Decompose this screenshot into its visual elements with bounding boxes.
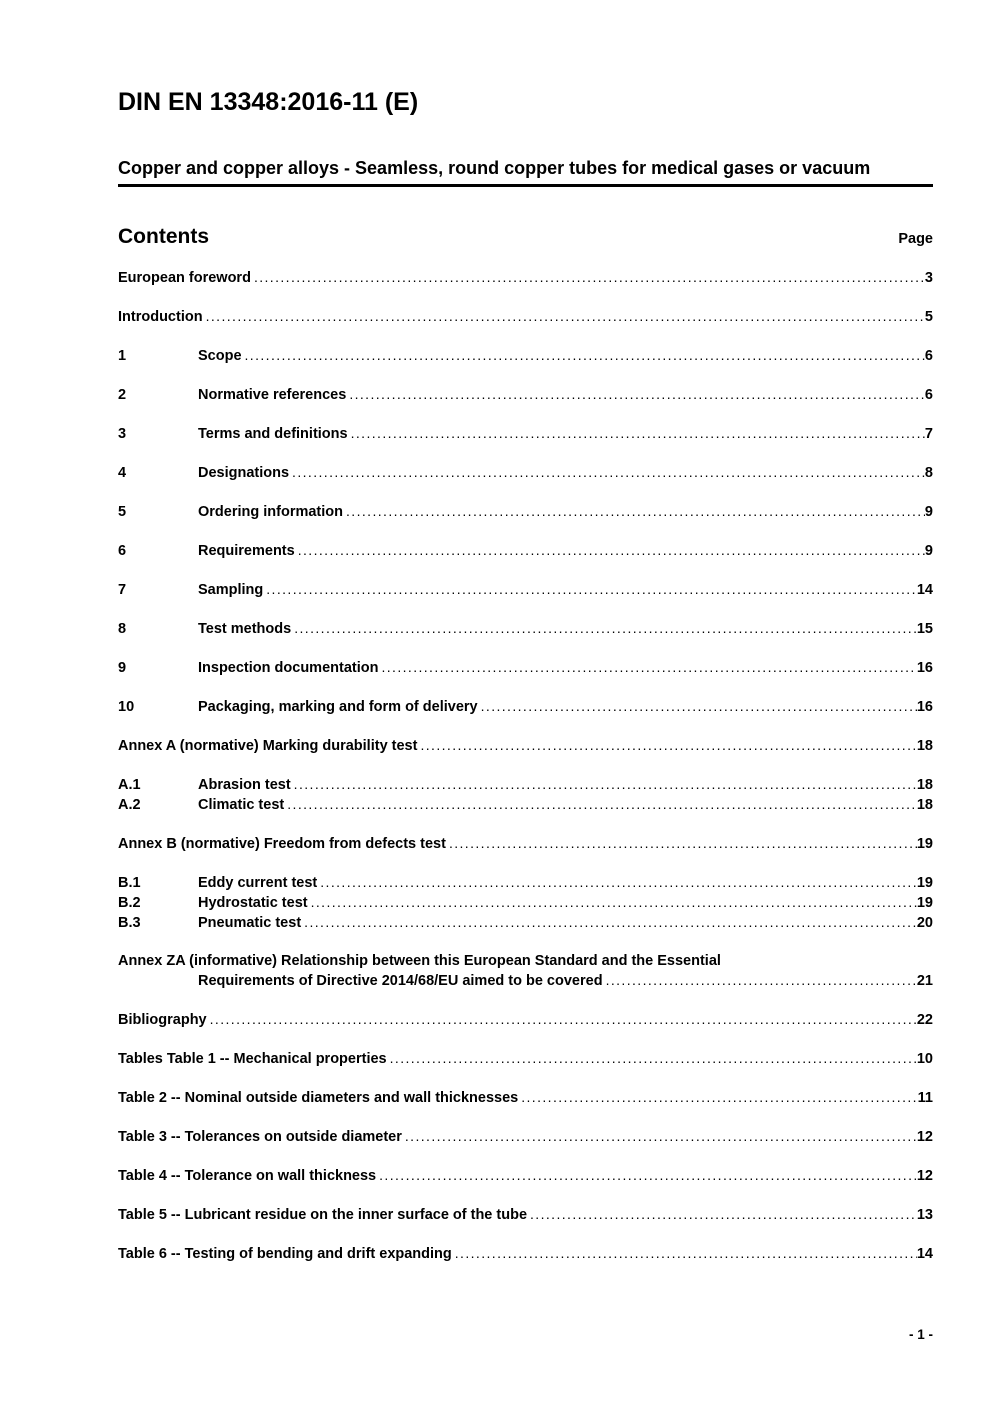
- toc-entry: [118, 1166, 933, 1186]
- toc-entry-number: A.2: [118, 797, 141, 813]
- toc-entry: [118, 834, 933, 854]
- toc-entry: [118, 385, 933, 405]
- toc-entry-title: Pneumatic test: [198, 915, 302, 931]
- toc-entry-page: 20: [916, 915, 933, 931]
- toc-entry: [118, 463, 933, 483]
- toc-entry-page: 13: [916, 1207, 933, 1223]
- toc-entry-title: Requirements: [198, 543, 295, 559]
- toc-dot-leader: [210, 1010, 917, 1029]
- toc-entry-title: Sampling: [198, 582, 264, 598]
- toc-entry-title: Table 2 -- Nominal outside diameters and wall thicknesses: [118, 1090, 519, 1106]
- toc-entry-page: 19: [916, 875, 933, 891]
- toc-entry-title: Normative references: [198, 387, 347, 403]
- toc-entry-page: 12: [916, 1168, 933, 1184]
- toc-entry-title: Climatic test: [198, 797, 285, 813]
- toc-entry: [118, 658, 933, 678]
- toc-entry: [118, 893, 933, 913]
- toc-dot-leader: [298, 541, 925, 560]
- toc-entry-page: 14: [916, 582, 933, 598]
- footer-page-number: - 1 -: [908, 1327, 933, 1342]
- toc-dot-leader: [292, 463, 925, 482]
- contents-heading: Contents: [118, 225, 209, 248]
- toc-dot-leader: [530, 1205, 917, 1224]
- toc-entry-number: 8: [118, 621, 127, 637]
- toc-entry-page: 19: [916, 836, 933, 852]
- toc-entry-page: 18: [916, 738, 933, 754]
- toc-entry-title: Annex ZA (informative) Relationship between this European Standard and the Essential: [118, 953, 721, 969]
- toc-entry-title: Eddy current test: [198, 875, 318, 891]
- toc-entry-page: 5: [924, 309, 933, 325]
- toc-entry-page: 10: [916, 1051, 933, 1067]
- toc-entry-number: 1: [118, 348, 127, 364]
- toc-entry: [118, 913, 933, 933]
- toc-entry-number: B.3: [118, 915, 141, 931]
- toc-entry-page: 18: [916, 797, 933, 813]
- toc-dot-leader: [294, 619, 917, 638]
- toc-dot-leader: [606, 971, 917, 990]
- toc-entry-title: Bibliography: [118, 1012, 207, 1028]
- toc-entry-title: Terms and definitions: [198, 426, 348, 442]
- toc-entry-page: 7: [924, 426, 933, 442]
- toc-entry-number: 3: [118, 426, 127, 442]
- toc-entry: [118, 502, 933, 522]
- toc-entry-number: 10: [118, 699, 135, 715]
- toc-entry-title: Hydrostatic test: [198, 895, 308, 911]
- toc-dot-leader: [287, 795, 917, 814]
- document-title: DIN EN 13348:2016-11 (E): [118, 88, 419, 116]
- toc-dot-leader: [405, 1127, 917, 1146]
- toc-dot-leader: [420, 736, 916, 755]
- toc-entry-title: Annex B (normative) Freedom from defects test: [118, 836, 446, 852]
- toc-entry: [118, 697, 933, 717]
- toc-entry-title: Table 4 -- Tolerance on wall thickness: [118, 1168, 377, 1184]
- toc-entry-number: 9: [118, 660, 127, 676]
- toc-dot-leader: [521, 1088, 917, 1107]
- toc-entry: [118, 424, 933, 444]
- toc-entry: [118, 736, 933, 756]
- toc-entry-title: Designations: [198, 465, 290, 481]
- toc-entry-page: 19: [916, 895, 933, 911]
- toc-entry-page: 16: [916, 699, 933, 715]
- toc-entry-title: Tables Table 1 -- Mechanical properties: [118, 1051, 387, 1067]
- toc-entry: [118, 952, 933, 971]
- toc-dot-leader: [390, 1049, 917, 1068]
- toc-entry: [118, 346, 933, 366]
- toc-entry-page: 9: [924, 504, 933, 520]
- toc-entry-title: Introduction: [118, 309, 203, 325]
- toc-entry-page: 15: [916, 621, 933, 637]
- toc-dot-leader: [254, 268, 925, 287]
- toc-entry: [118, 1088, 933, 1108]
- toc-dot-leader: [449, 834, 917, 853]
- toc-entry-title: Table 3 -- Tolerances on outside diameter: [118, 1129, 402, 1145]
- toc-entry-number: B.2: [118, 895, 141, 911]
- toc-dot-leader: [381, 658, 916, 677]
- toc-entry-title: Requirements of Directive 2014/68/EU aimed to be covered: [198, 973, 603, 989]
- document-subtitle: Copper and copper alloys - Seamless, round copper tubes for medical gases or vacuum: [118, 158, 871, 178]
- toc-entry-page: 18: [916, 777, 933, 793]
- toc-dot-leader: [346, 502, 925, 521]
- toc-entry: [118, 1127, 933, 1147]
- toc-entry: [118, 775, 933, 795]
- toc-entry-number: 5: [118, 504, 127, 520]
- toc-dot-leader: [245, 346, 925, 365]
- toc-dot-leader: [294, 775, 917, 794]
- toc-entry: [118, 1205, 933, 1225]
- toc-dot-leader: [351, 424, 925, 443]
- toc-entry-title: Annex A (normative) Marking durability test: [118, 738, 418, 754]
- toc-entry-page: 6: [924, 387, 933, 403]
- toc-dot-leader: [349, 385, 925, 404]
- toc-entry: [118, 307, 933, 327]
- toc-entry: [118, 1010, 933, 1030]
- toc-entry-number: 4: [118, 465, 127, 481]
- contents-header: [118, 225, 933, 249]
- toc-entry: [118, 619, 933, 639]
- toc-entry: [118, 268, 933, 288]
- toc-dot-leader: [304, 913, 917, 932]
- toc-entry-number: B.1: [118, 875, 141, 891]
- toc-entry-page: 12: [916, 1129, 933, 1145]
- toc-entry: [118, 1049, 933, 1069]
- toc-dot-leader: [379, 1166, 917, 1185]
- toc-entry-title: Ordering information: [198, 504, 343, 520]
- toc-entry-title: European foreword: [118, 270, 251, 286]
- toc-dot-leader: [206, 307, 925, 326]
- toc-entry: [118, 971, 933, 991]
- toc-entry-title: Table 5 -- Lubricant residue on the inner surface of the tube: [118, 1207, 528, 1223]
- title-divider: [118, 184, 933, 187]
- toc-entry-page: 16: [916, 660, 933, 676]
- toc-entry-page: 9: [924, 543, 933, 559]
- toc-entry-title: Abrasion test: [198, 777, 291, 793]
- page-column-label: Page: [898, 231, 933, 247]
- toc-entry: [118, 1244, 933, 1264]
- toc-entry-page: 22: [916, 1012, 933, 1028]
- toc-entry-page: 3: [924, 270, 933, 286]
- toc-dot-leader: [266, 580, 917, 599]
- toc-entry-number: A.1: [118, 777, 141, 793]
- toc-entry-number: 6: [118, 543, 127, 559]
- toc-dot-leader: [455, 1244, 917, 1263]
- toc-entry-title: Inspection documentation: [198, 660, 379, 676]
- toc-entry: [118, 873, 933, 893]
- toc-dot-leader: [320, 873, 917, 892]
- toc-entry-page: 14: [916, 1246, 933, 1262]
- toc-entry-number: 2: [118, 387, 127, 403]
- toc-dot-leader: [311, 893, 917, 912]
- page-content: [118, 0, 933, 1264]
- toc-entry: [118, 541, 933, 561]
- toc-entry-title: Packaging, marking and form of delivery: [198, 699, 478, 715]
- toc-entry-title: Table 6 -- Testing of bending and drift expanding: [118, 1246, 452, 1262]
- toc-entry-page: 11: [917, 1090, 933, 1106]
- toc-entry-title: Scope: [198, 348, 242, 364]
- toc-entry-page: 6: [924, 348, 933, 364]
- toc-list: [118, 268, 933, 1264]
- toc-dot-leader: [481, 697, 917, 716]
- toc-entry-page: 8: [924, 465, 933, 481]
- toc-entry-number: 7: [118, 582, 127, 598]
- toc-entry-title: Test methods: [198, 621, 292, 637]
- toc-entry-page: 21: [916, 973, 933, 989]
- toc-entry: [118, 580, 933, 600]
- toc-entry: [118, 795, 933, 815]
